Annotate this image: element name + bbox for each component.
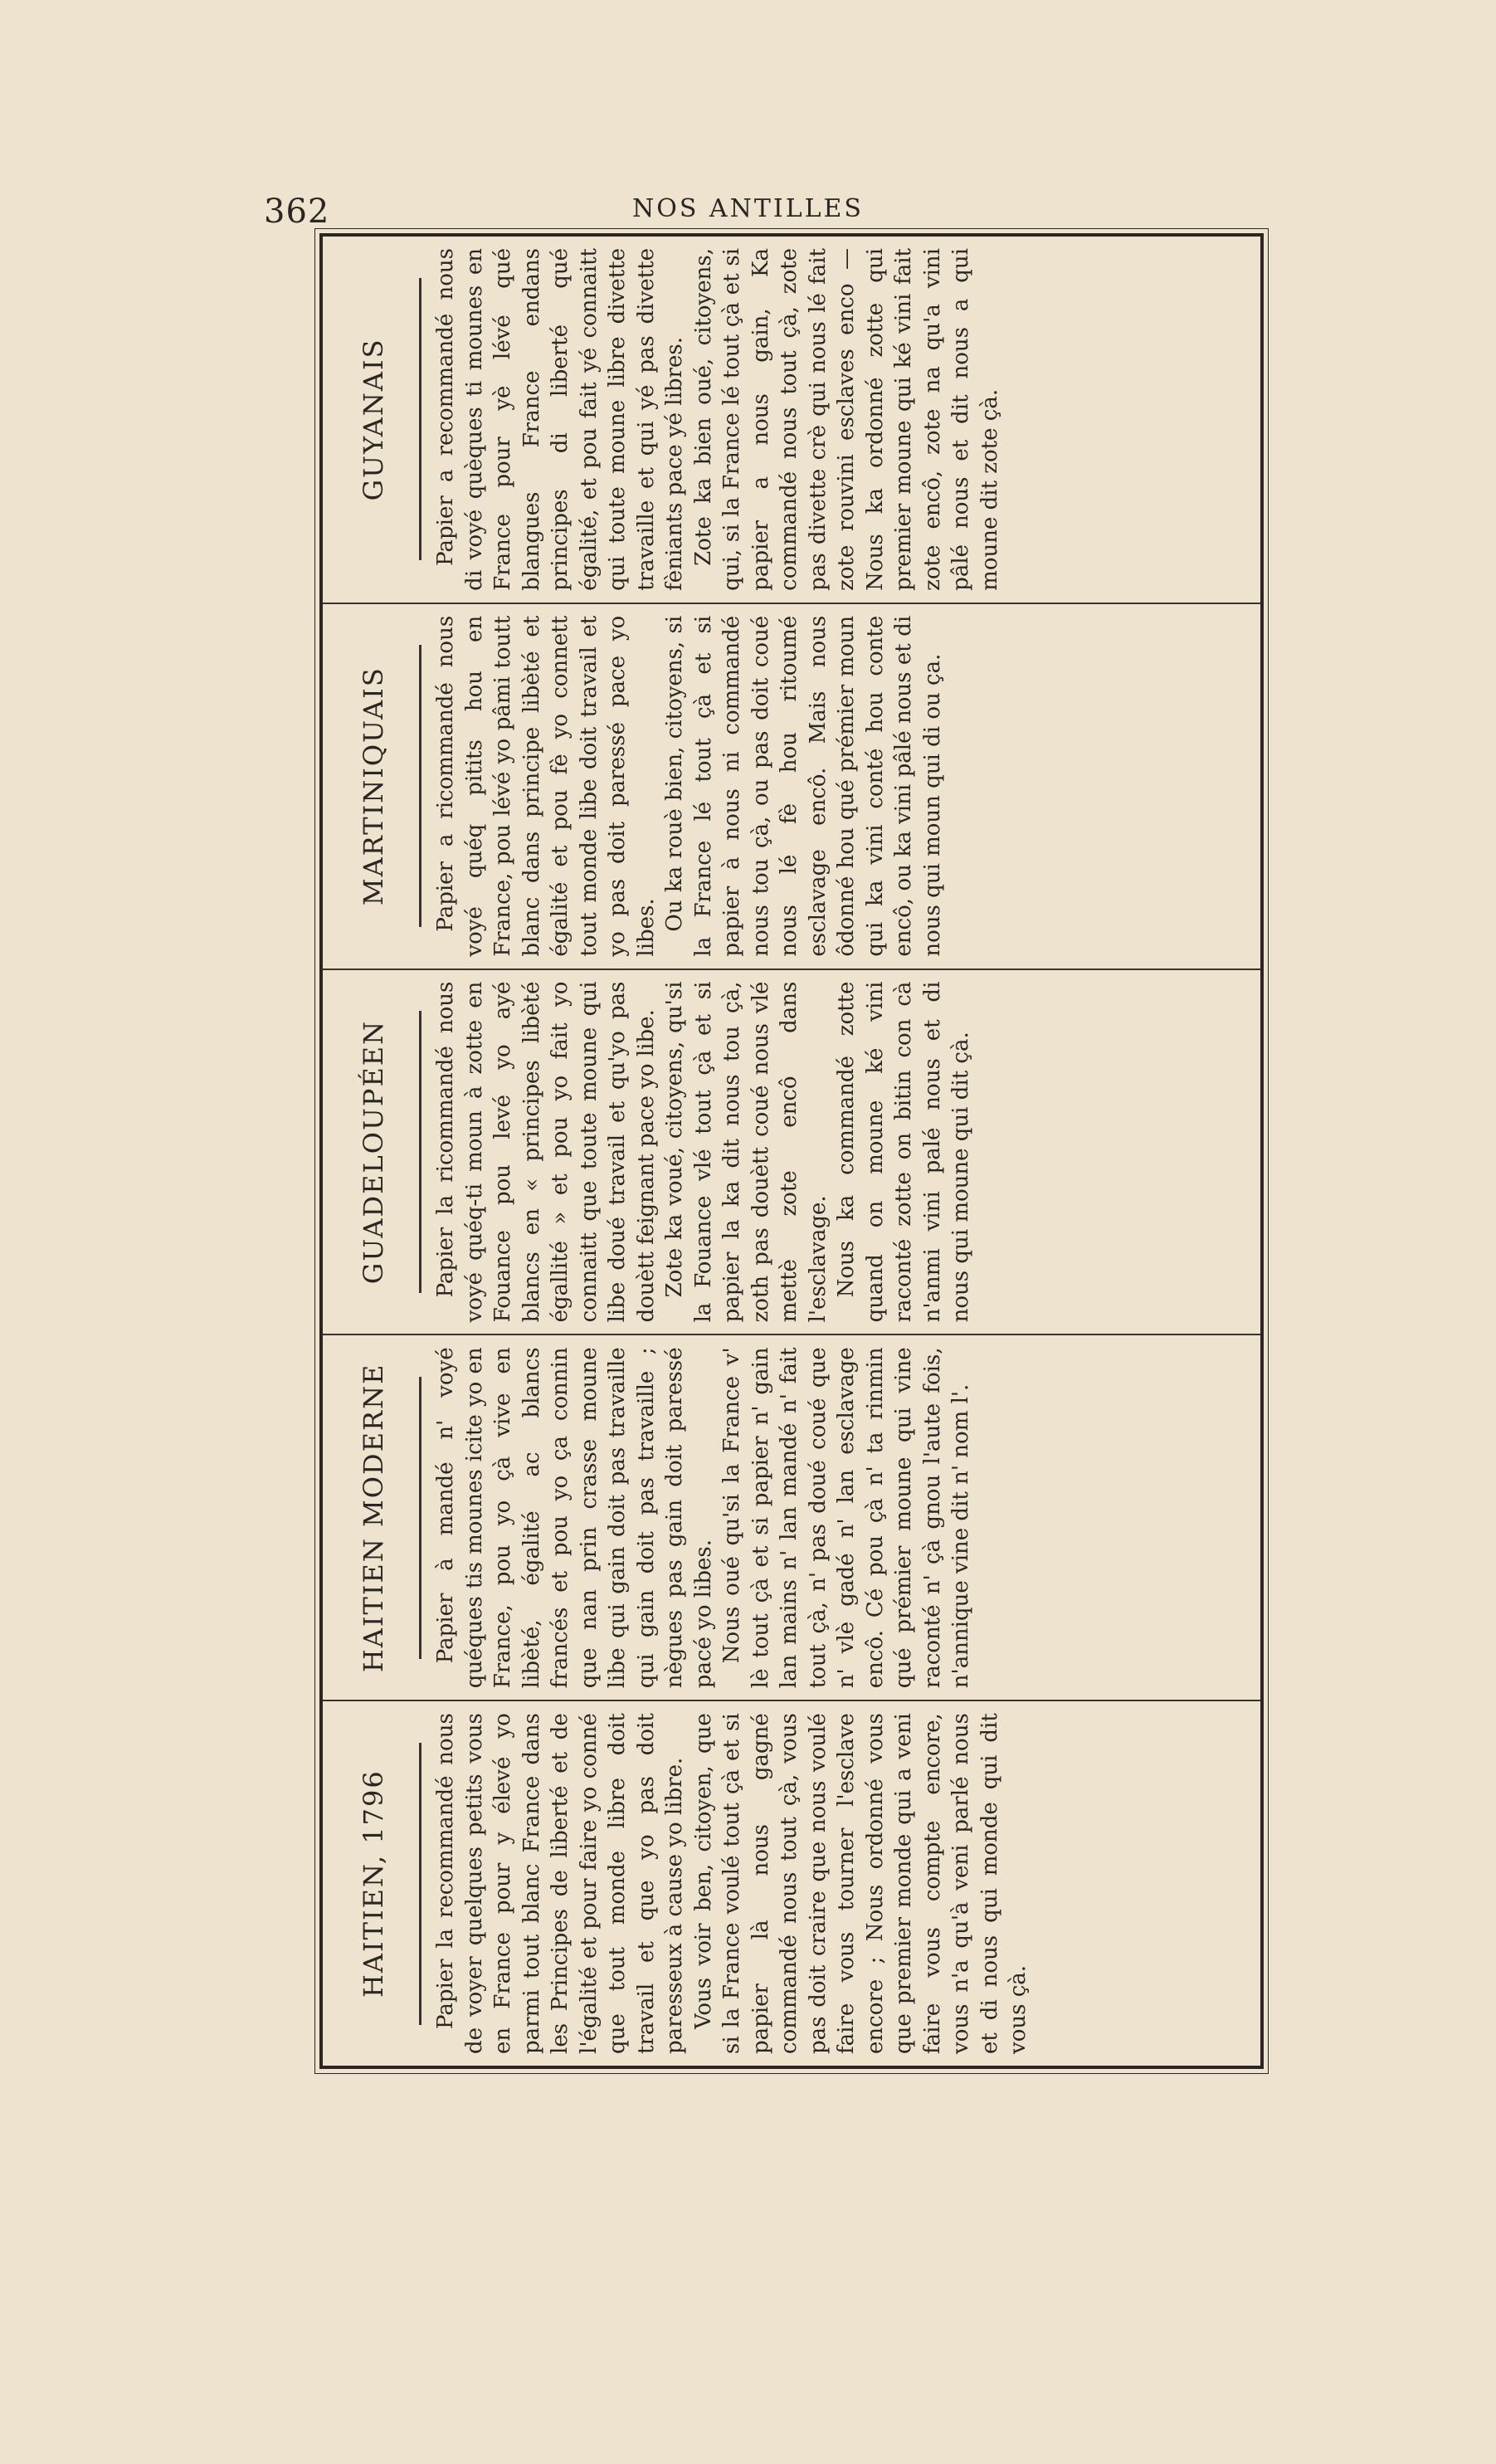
paragraph: Papier a ricommandé nous voyé quéq pitits hou en France, pou lévé yo pâmi toutt blanc dans principe libèté et égalité et pou fè yo connett tout monde libe doit travail et yo pas doit paressé pace yo libes. [433, 615, 659, 957]
comparison-table [319, 233, 1264, 2069]
column-text [431, 616, 947, 957]
paragraph: Vous voir ben, citoyen, que si la France voulé tout çà et si papier là nous gagné commandé nous tout çà, vous pas doit craire que nous voulé faire vous tourner l'esclave encore ; Nous ordonné vous que premier monde qui a veni faire vous compte encore, vous n'a qu'à veni parlé nous et di nous qui monde qui dit vous çà. [690, 1713, 1031, 2054]
paragraph: Papier la recommandé nous de voyer quelques petits vous en France pour y élevé yo parmi tout blanc France dans les Principes de liberté et de l'égalité et pour faire yo conné que tout monde libre doit travail et que yo pas doit paresseux à cause yo libre. [433, 1713, 687, 2054]
paragraph: Nous oué qu'si la France v' lè tout çà et si papier n' gain lan mains n' lan mandé n' fait tout çà, n' pas doué coué que n' vlè gadé n' lan esclavage encô. Cé pou çà n' ta rinmin qué prémier moune qui vine raconté n' çà gnou l'aute fois, n'annique vine dit n' nom l'. [719, 1347, 973, 1689]
column-guadeloupeen [323, 969, 1260, 1334]
column-header: HAITIEN, 1796 [358, 1769, 389, 1998]
paragraph: Ou ka rouè bien, citoyens, si la France lé tout çà et si papier à nous ni commandé nous tou çà, ou pas doit coué nous lé fè hou ritoumé esclavage encô. Mais nous ôdonné hou qué prémier moun qui ka vini conté hou conte encô, ou ka vini pâlé nous et di nous qui moun qui di ou ça. [662, 615, 945, 957]
paragraph: Papier a recommandé nous di voyé quèques ti mounes en France pour yè lévé qué blangues France endans principes di liberté qué égalité, et pou fait yé connaitt qui toute moune libre divette travaille et qui yé pas divette fèniants pace yé libres. [433, 248, 687, 591]
running-head: NOS ANTILLES [631, 194, 864, 223]
column-header: GUADELOUPÉEN [358, 1019, 389, 1285]
paragraph: Zote ka voué, citoyens, qu'si la Fouance vlé tout çà et si papier la ka dit nous tou çà, zoth pas douètt coué nous vlé mettè zote encô dans l'esclavage. [662, 981, 831, 1323]
column-header: MARTINIQUAIS [358, 666, 389, 906]
rotated-table-body [323, 237, 1260, 2066]
column-header: HAITIEN MODERNE [358, 1363, 389, 1673]
header-rule [419, 1743, 422, 2025]
paragraph: Nous ka commandé zotte quand on moune ké vini raconté zotte on bitin con cà n'anmi vini palé nous et di nous qui moune qui dit çà. [834, 981, 973, 1323]
header-rule [419, 278, 422, 560]
column-text [431, 1347, 976, 1688]
header-rule [419, 645, 422, 927]
column-haitien-1796 [323, 1700, 1260, 2066]
column-header: GUYANAIS [358, 338, 389, 501]
header-rule [419, 1377, 422, 1659]
column-martiniquais [323, 603, 1260, 969]
page-number: 362 [264, 193, 330, 231]
paragraph: Papier la ricommandé nous voyé quéq-ti moun à zotte en Fouance pou levé yo ayé blancs en « principes libèté égallité » et pou yo fait yo connaitt que toute moune qui libe doué travail et qu'yo pas douètt feignant pace yo libe. [433, 981, 659, 1323]
column-text [431, 248, 1004, 591]
column-guyanais [323, 237, 1260, 603]
paragraph: Zote ka bien oué, citoyens, qui, si la France lé tout çà et si papier a nous gain, Ka commandé nous tout çà, zote pas divette crè qui nous lé fait zote rouvini esclaves enco — Nous ka ordonné zotte qui premier moune qui ké vini fait zote encô, zote na qu'a vini pâlé nous et dit nous a qui moune dit zote çà. [690, 248, 1002, 591]
paragraph: Papier à mandé n' voyé quéques tis mounes icite yo en France, pou yo çà vive en libèté, égalité ac blancs francés et pou yo ça connin que nan prin crasse moune libe qui gain doit pas travaille qui gain doit pas travaille ; nègues pas gain doit paressé pacé yo libes. [433, 1347, 716, 1689]
column-haitien-moderne [323, 1334, 1260, 1700]
column-text [431, 1713, 1033, 2054]
column-text [431, 982, 976, 1323]
header-rule [419, 1011, 422, 1293]
